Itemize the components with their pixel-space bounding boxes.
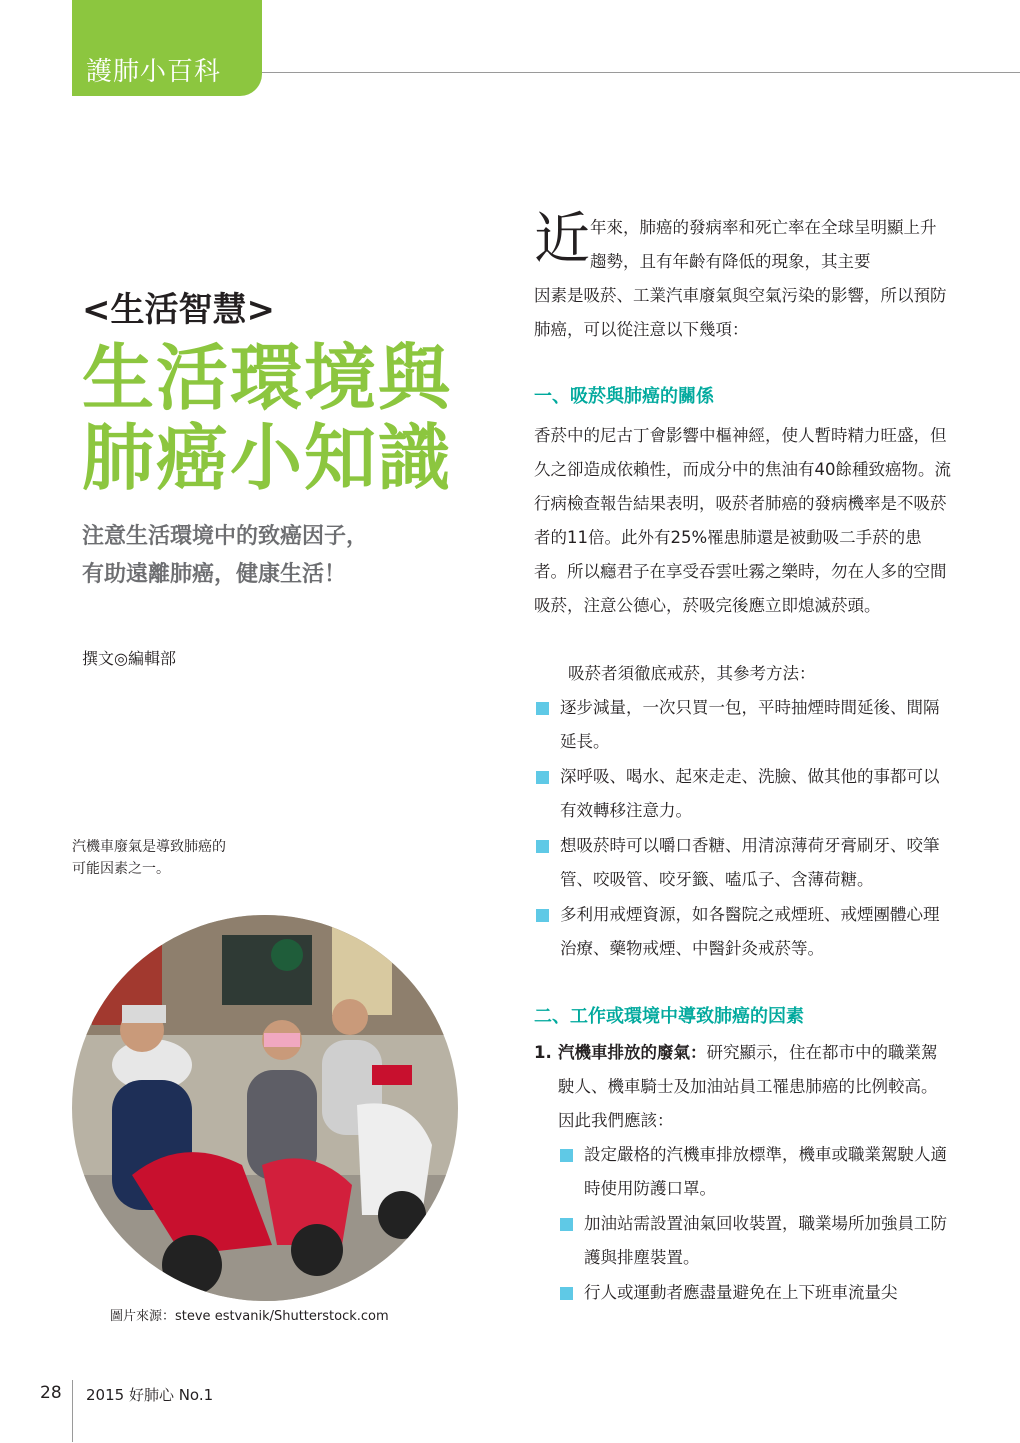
bullet-square-icon bbox=[536, 909, 549, 922]
title-line-2: 肺癌小知識 bbox=[82, 416, 453, 500]
article-title bbox=[82, 338, 452, 498]
article-subtitle bbox=[82, 518, 368, 594]
bullet-item bbox=[534, 829, 952, 897]
caption-line-2: 可能因素之一。 bbox=[72, 861, 170, 877]
heading-environment: 二、工作或環境中導致肺癌的因素 bbox=[534, 1006, 804, 1027]
publication-title: 2015 好肺心 No.1 bbox=[86, 1386, 214, 1404]
bullet-text: 逐步減量，一次只買一包，平時抽煙時間延後、間隔延長。 bbox=[560, 698, 940, 751]
photo-caption bbox=[72, 836, 226, 880]
bullet-text: 多利用戒煙資源，如各醫院之戒煙班、戒煙團體心理治療、藥物戒煙、中醫針灸戒菸等。 bbox=[560, 905, 940, 958]
bullet-square-icon bbox=[560, 1287, 573, 1300]
page-number: 28 bbox=[40, 1383, 62, 1403]
paragraph-quit-methods: 吸菸者須徹底戒菸，其參考方法： bbox=[568, 664, 816, 683]
bullet-text: 想吸菸時可以嚼口香糖、用清涼薄荷牙膏刷牙、咬筆管、咬吸管、咬牙籤、嗑瓜子、含薄荷糖。 bbox=[560, 836, 940, 889]
sub-bullet-item bbox=[558, 1207, 952, 1275]
bullet-square-icon bbox=[536, 771, 549, 784]
title-line-1: 生活環境與 bbox=[82, 336, 453, 420]
sub-bullet-item bbox=[558, 1138, 952, 1206]
item-heading: 汽機車排放的廢氣： bbox=[558, 1043, 707, 1062]
folio-rule bbox=[72, 1380, 73, 1442]
intro-text-b: 因素是吸菸、工業汽車廢氣與空氣污染的影響，所以預防肺癌，可以從注意以下幾項： bbox=[534, 286, 947, 339]
numbered-item bbox=[534, 1036, 952, 1138]
bullet-text: 深呼吸、喝水、起來走走、洗臉、做其他的事都可以有效轉移注意力。 bbox=[560, 767, 940, 820]
section-tab bbox=[72, 0, 262, 96]
sub-bullet-text: 設定嚴格的汽機車排放標準，機車或職業駕駛人適時使用防護口罩。 bbox=[584, 1145, 947, 1198]
section-label: 護肺小百科 bbox=[86, 57, 222, 87]
subtitle-line-1: 注意生活環境中的致癌因子， bbox=[82, 524, 369, 549]
bullet-item bbox=[534, 691, 952, 759]
subtitle-line-2: 有助遠離肺癌，健康生活！ bbox=[82, 562, 347, 587]
item-number: 1. bbox=[534, 1043, 552, 1062]
sub-bullet-text: 加油站需設置油氣回收裝置，職業場所加強員工防護與排塵裝置。 bbox=[584, 1214, 947, 1267]
bullet-square-icon bbox=[560, 1218, 573, 1231]
traffic-photo-illustration bbox=[72, 915, 458, 1301]
heading-smoking: 一、吸菸與肺癌的關係 bbox=[534, 386, 714, 407]
traffic-photo bbox=[72, 915, 458, 1301]
paragraph-smoking: 香菸中的尼古丁會影響中樞神經，使人暫時精力旺盛，但久之卻造成依賴性，而成分中的焦油有40餘種致癌物。流行病檢查報告結果表明，吸菸者肺癌的發病機率是不吸菸者的11倍。此外有25%罹患肺還是被動吸二手菸的患者。所以癮君子在享受吞雲吐霧之樂時，勿在人多的空間吸菸，注意公德心，菸吸完後應立即熄滅菸頭。 bbox=[534, 426, 951, 615]
bullet-item bbox=[534, 898, 952, 966]
article-kicker: <生活智慧> bbox=[82, 290, 275, 330]
bullet-item bbox=[534, 760, 952, 828]
header-rule bbox=[262, 72, 1020, 73]
intro-text-a: 年來，肺癌的發病率和死亡率在全球呈明顯上升趨勢，且有年齡有降低的現象，其主要 bbox=[590, 218, 937, 271]
item-text: 研究顯示，住在都市中的職業駕駛人、機車騎士及加油站員工罹患肺癌的比例較高。因此我們應該： bbox=[558, 1043, 938, 1130]
dropcap: 近 bbox=[534, 207, 590, 272]
bullet-square-icon bbox=[536, 840, 549, 853]
photo-credit: 圖片來源：steve estvanik/Shutterstock.com bbox=[110, 1309, 389, 1324]
byline: 撰文◎編輯部 bbox=[82, 649, 176, 668]
caption-line-1: 汽機車廢氣是導致肺癌的 bbox=[72, 839, 226, 855]
bullet-square-icon bbox=[560, 1149, 573, 1162]
sub-bullet-text: 行人或運動者應盡量避免在上下班車流量尖 bbox=[584, 1283, 898, 1302]
bullet-square-icon bbox=[536, 702, 549, 715]
sub-bullet-item bbox=[558, 1276, 952, 1310]
